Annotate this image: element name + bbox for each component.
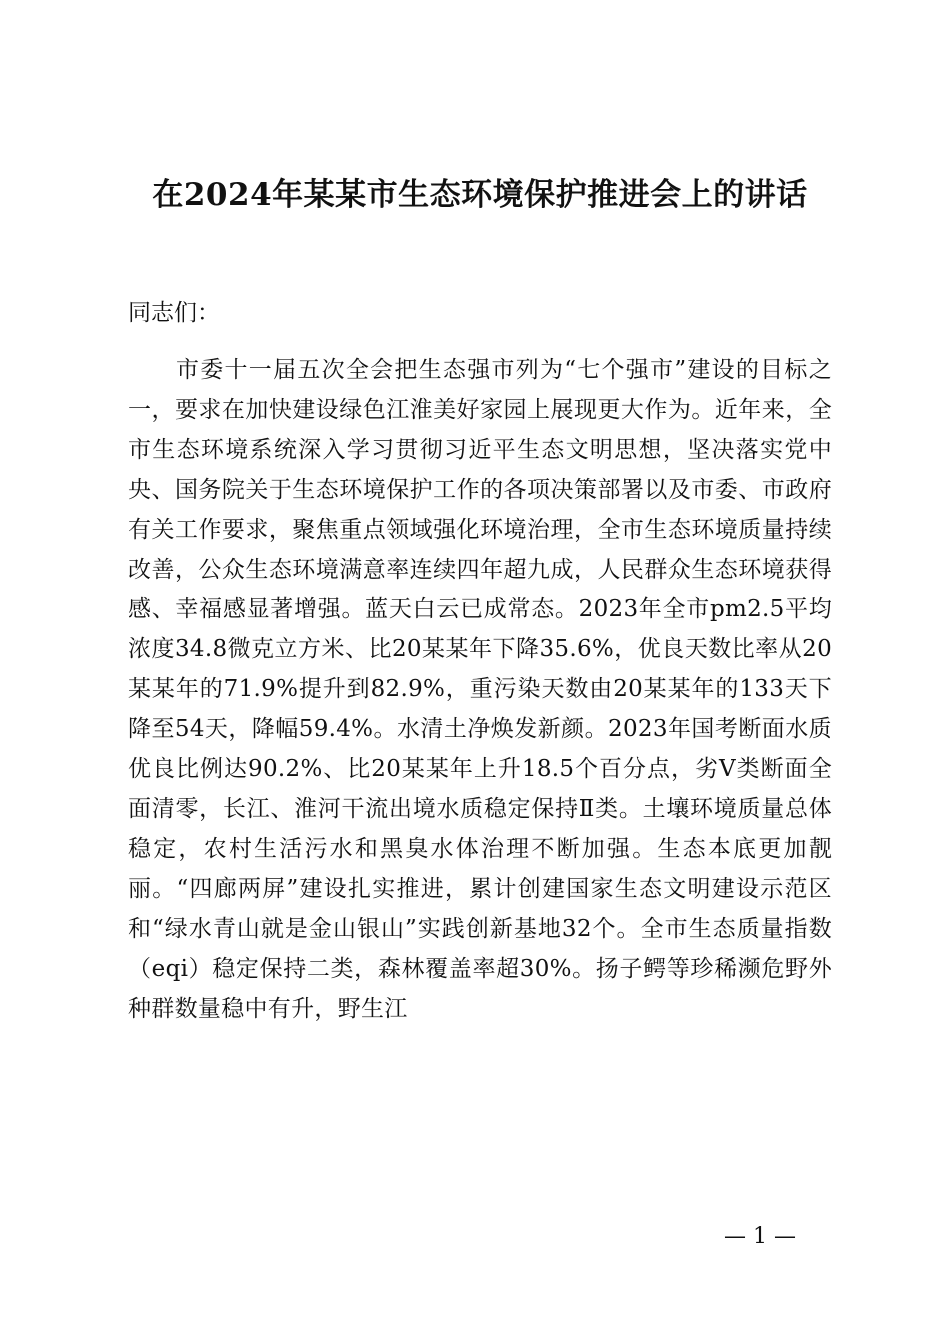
document-title: 在2024年某某市生态环境保护推进会上的讲话 xyxy=(152,177,808,213)
greeting: 同志们： xyxy=(128,300,220,326)
page-number: — 1 — xyxy=(724,1224,796,1249)
body-paragraph: 市委十一届五次全会把生态强市列为“七个强市”建设的目标之一，要求在加快建设绿色江淮美好家园上展现更大作为。近年来，全市生态环境系统深入学习贯彻习近平生态文明思想，坚决落实党中央、国务院关于生态环境保护工作的各项决策部署以及市委、市政府有关工作要求，聚焦重点领域强化环境治理，全市生态环境质量持续改善，公众生态环境满意率连续四年超九成，人民群众生态环境获得感、幸福感显著增强。蓝天白云已成常态。2023年全市pm2.5平均浓度34.8微克立方米、比20某某年下降35.6%，优良天数比率从20某某年的71.9%提升到82.9%，重污染天数由20某某年的133天下降至54天，降幅59.4%。水清土净焕发新颜。2023年国考断面水质优良比例达90.2%、比20某某年上升18.5个百分点，劣Ⅴ类断面全面清零，长江、淮河干流出境水质稳定保持Ⅱ类。土壤环境质量总体稳定，农村生活污水和黑臭水体治理不断加强。生态本底更加靓丽。“四廊两屏”建设扎实推进，累计创建国家生态文明建设示范区和“绿水青山就是金山银山”实践创新基地32个。全市生态质量指数（eqi）稳定保持二类，森林覆盖率超30%。扬子鳄等珍稀濒危野外种群数量稳中有升，野生江 xyxy=(128,357,832,1022)
